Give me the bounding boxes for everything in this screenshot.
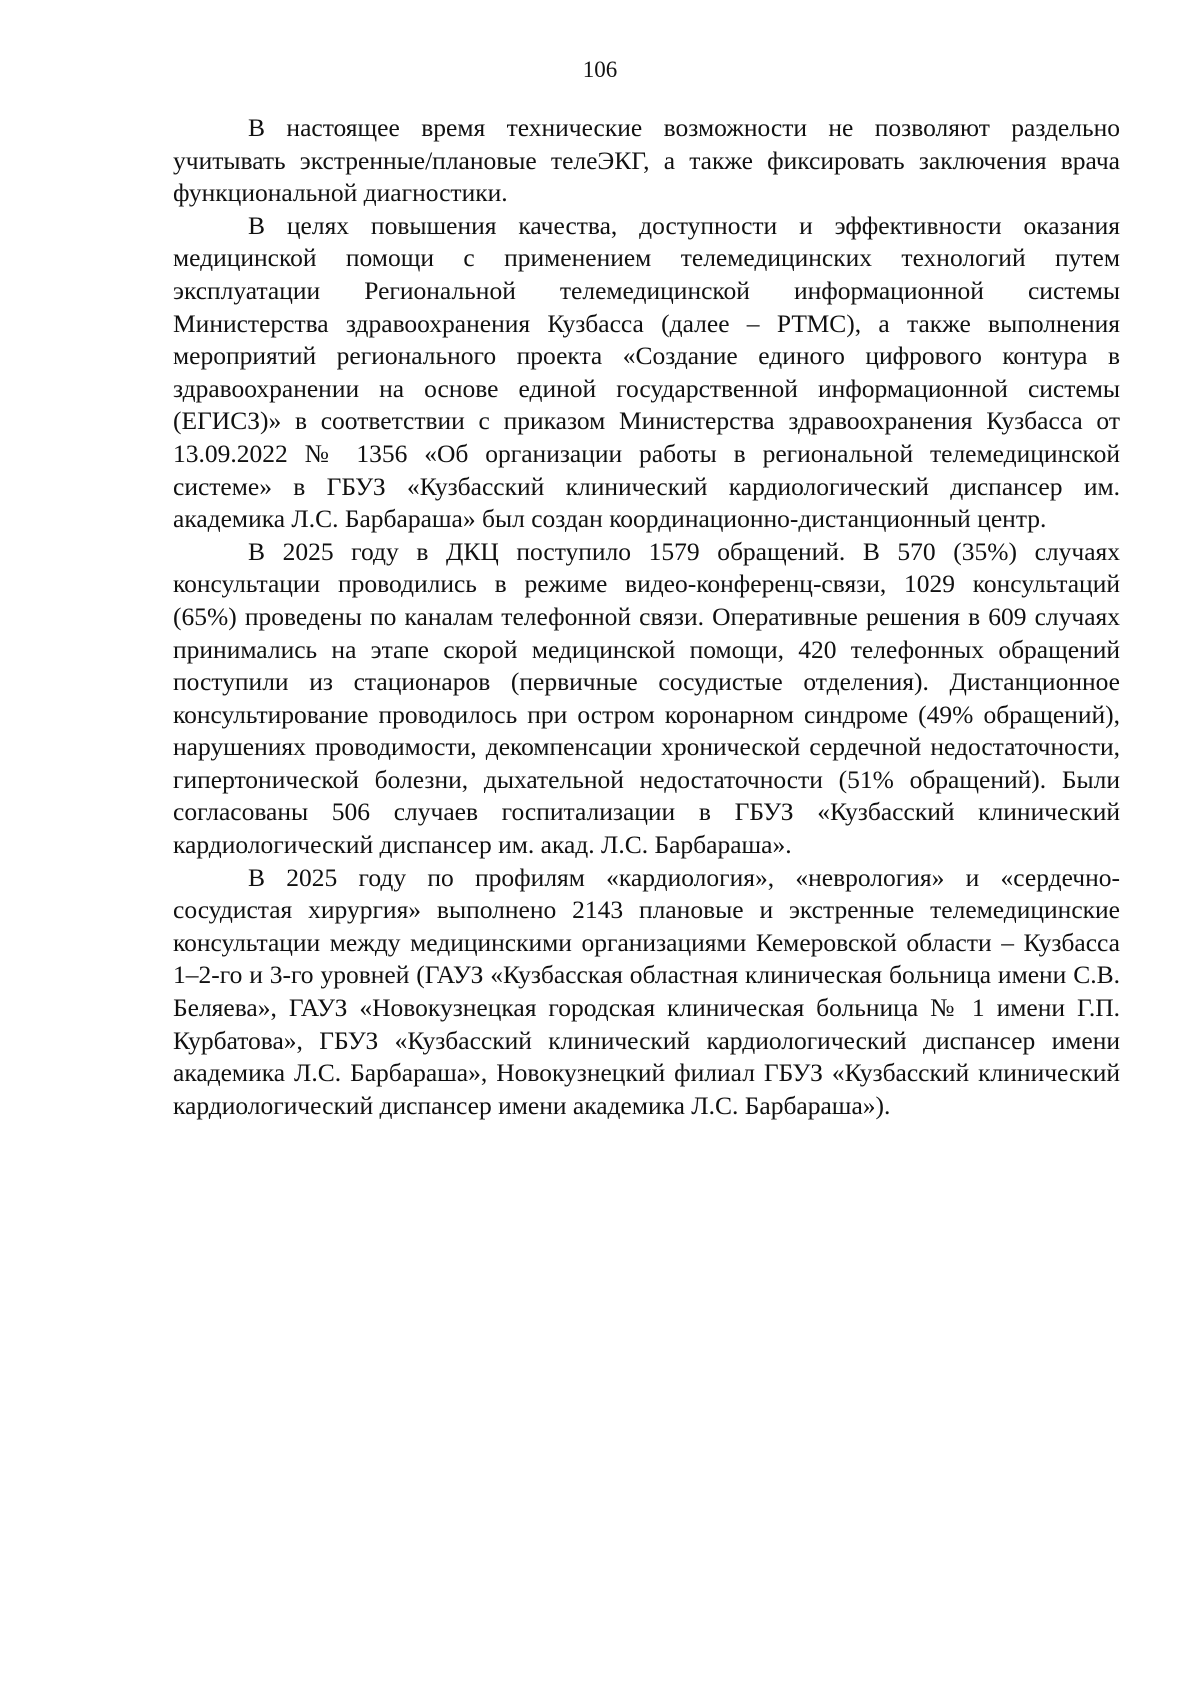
paragraph-teleecg-limitations: В настоящее время технические возможности не позволяют раздельно учитывать экстренные/плановые телеЭКГ, а также фиксировать заключения врача функциональной диагностики. [173,113,1120,208]
paragraph-coordination-center: В целях повышения качества, доступности и эффективности оказания медицинской помощи с применением телемедицинских технологий путем эксплуатации Региональной телемедицинской информационной системы Министерства здравоохранения Кузбасса (далее – РТМС), а также выполнения мероприятий регионального проекта «Создание единого цифрового контура в здравоохранении на основе единой государственной информационной системы (ЕГИСЗ)» в соответствии с приказом Министерства здравоохранения Кузбасса от 13.09.2022 № 1356 «Об организации работы в региональной телемедицинской системе» в ГБУЗ «Кузбасский клинический кардиологический диспансер им. академика Л.С. Барбараша» был создан координационно-дистанционный центр. [173,210,1120,534]
paragraph-telemedicine-consultations: В 2025 году по профилям «кардиология», «неврология» и «сердечно-сосудистая хирургия» выполнено 2143 плановые и экстренные телемедицинские консультации между медицинскими организациями Кемеровской области – Кузбасса 1–2-го и 3-го уровней (ГАУЗ «Кузбасская областная клиническая больница имени С.В. Беляева», ГАУЗ «Новокузнецкая городская клиническая больница № 1 имени Г.П. Курбатова», ГБУЗ «Кузбасский клинический кардиологический диспансер имени академика Л.С. Барбараша», Новокузнецкий филиал ГБУЗ «Кузбасский клинический кардиологический диспансер имени академика Л.С. Барбараша»). [173,862,1120,1120]
paragraph-dkc-statistics: В 2025 году в ДКЦ поступило 1579 обращений. В 570 (35%) случаях консультации проводились в режиме видео-конференц-связи, 1029 консультаций (65%) проведены по каналам телефонной связи. Оперативные решения в 609 случаях принимались на этапе скорой медицинской помощи, 420 телефонных обращений поступили из стационаров (первичные сосудистые отделения). Дистанционное консультирование проводилось при остром коронарном синдроме (49% обращений), нарушениях проводимости, декомпенсации хронической сердечной недостаточности, гипертонической болезни, дыхательной недостаточности (51% обращений). Были согласованы 506 случаев госпитализации в ГБУЗ «Кузбасский клинический кардиологический диспансер им. акад. Л.С. Барбараша». [173,536,1120,860]
page-number: 106 [582,57,618,82]
document-body [173,112,1120,1122]
